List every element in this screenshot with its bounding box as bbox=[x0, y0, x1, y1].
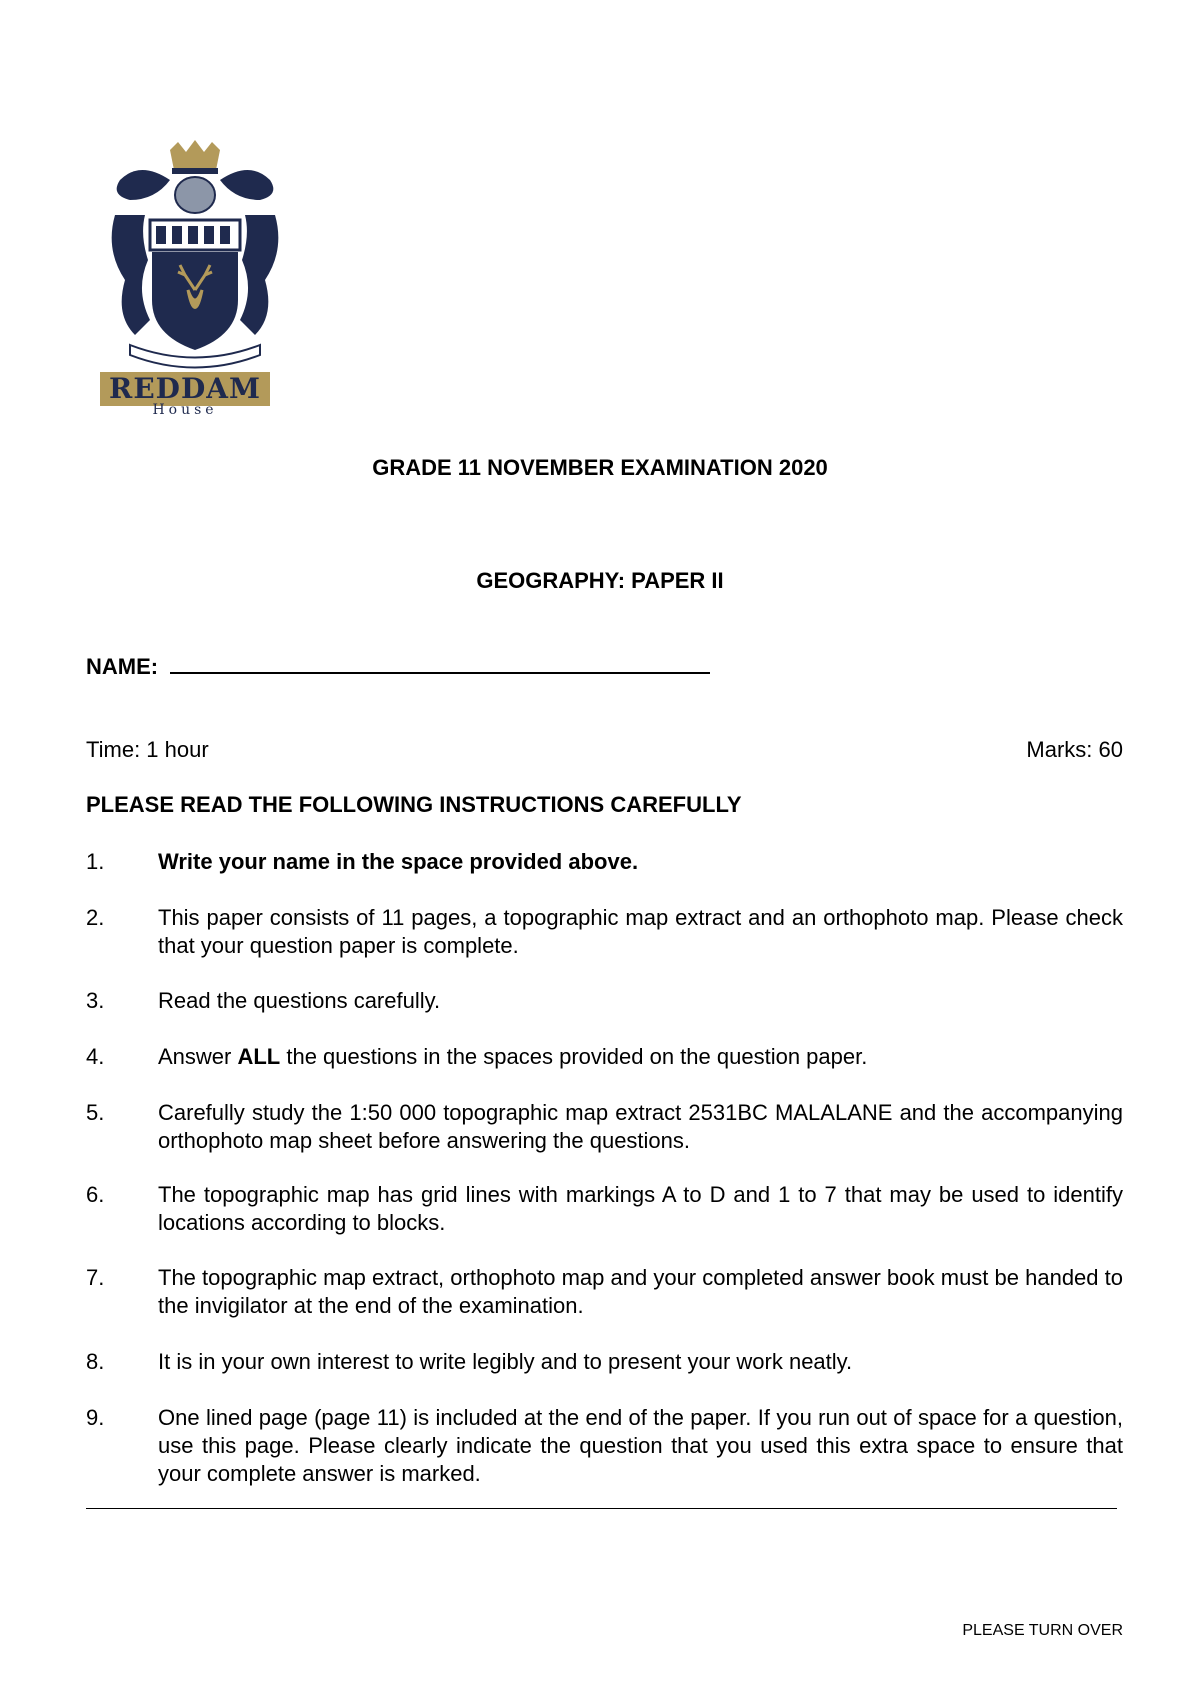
total-marks: Marks: 60 bbox=[1026, 737, 1123, 762]
instruction-item bbox=[86, 904, 1123, 960]
instruction-text: One lined page (page 11) is included at the end of the paper. If you run out of space for a question, use this page. Please clearly indicate the question that you used this extra space to ensure that your complete answer is marked. bbox=[158, 1405, 1123, 1486]
instructions-heading: PLEASE READ THE FOLLOWING INSTRUCTIONS CAREFULLY bbox=[86, 792, 742, 817]
instruction-number: 2. bbox=[86, 905, 105, 930]
instruction-number: 6. bbox=[86, 1182, 105, 1207]
instruction-text: Write your name in the space provided above. bbox=[158, 849, 639, 874]
instruction-item bbox=[86, 1348, 1123, 1376]
instruction-item bbox=[86, 1099, 1123, 1155]
instruction-text: The topographic map extract, orthophoto map and your completed answer book must be handed to the invigilator at the end of the examination. bbox=[158, 1265, 1123, 1318]
logo-wordmark: REDDAM bbox=[109, 372, 261, 405]
instruction-item bbox=[86, 848, 1123, 876]
divider-line bbox=[86, 1508, 1117, 1509]
school-logo bbox=[100, 140, 290, 418]
page-footer: PLEASE TURN OVER bbox=[962, 1622, 1123, 1639]
instruction-item bbox=[86, 1043, 1123, 1071]
subject-title: GEOGRAPHY: PAPER II bbox=[476, 568, 724, 593]
instruction-number: 1. bbox=[86, 849, 105, 874]
instruction-number: 8. bbox=[86, 1349, 105, 1374]
instruction-text: Answer ALL the questions in the spaces provided on the question paper. bbox=[158, 1044, 868, 1069]
instruction-item bbox=[86, 1404, 1123, 1488]
instruction-text: It is in your own interest to write legibly and to present your work neatly. bbox=[158, 1349, 853, 1374]
exam-title: GRADE 11 NOVEMBER EXAMINATION 2020 bbox=[372, 455, 828, 480]
instruction-text: This paper consists of 11 pages, a topographic map extract and an orthophoto map. Please check that your question paper is complete. bbox=[158, 905, 1123, 958]
instruction-item bbox=[86, 987, 1123, 1015]
instruction-number: 5. bbox=[86, 1100, 105, 1125]
name-blank-line[interactable] bbox=[170, 652, 710, 674]
name-label: NAME: bbox=[86, 654, 159, 679]
instruction-text: Read the questions carefully. bbox=[158, 988, 441, 1013]
instruction-text: The topographic map has grid lines with markings A to D and 1 to 7 that may be used to identify locations according to blocks. bbox=[158, 1182, 1123, 1235]
instruction-item bbox=[86, 1181, 1123, 1237]
name-field bbox=[86, 652, 710, 680]
instruction-number: 7. bbox=[86, 1265, 105, 1290]
instruction-item bbox=[86, 1264, 1123, 1320]
reddam-house-crest-icon bbox=[100, 140, 290, 410]
instruction-text: Carefully study the 1:50 000 topographic map extract 2531BC MALALANE and the accompanying orthophoto map sheet before answering the questions. bbox=[158, 1100, 1123, 1153]
instruction-number: 4. bbox=[86, 1044, 105, 1069]
instruction-number: 3. bbox=[86, 988, 105, 1013]
instruction-number: 9. bbox=[86, 1405, 105, 1430]
logo-subtext: House bbox=[152, 402, 218, 418]
time-allowed: Time: 1 hour bbox=[86, 737, 209, 762]
